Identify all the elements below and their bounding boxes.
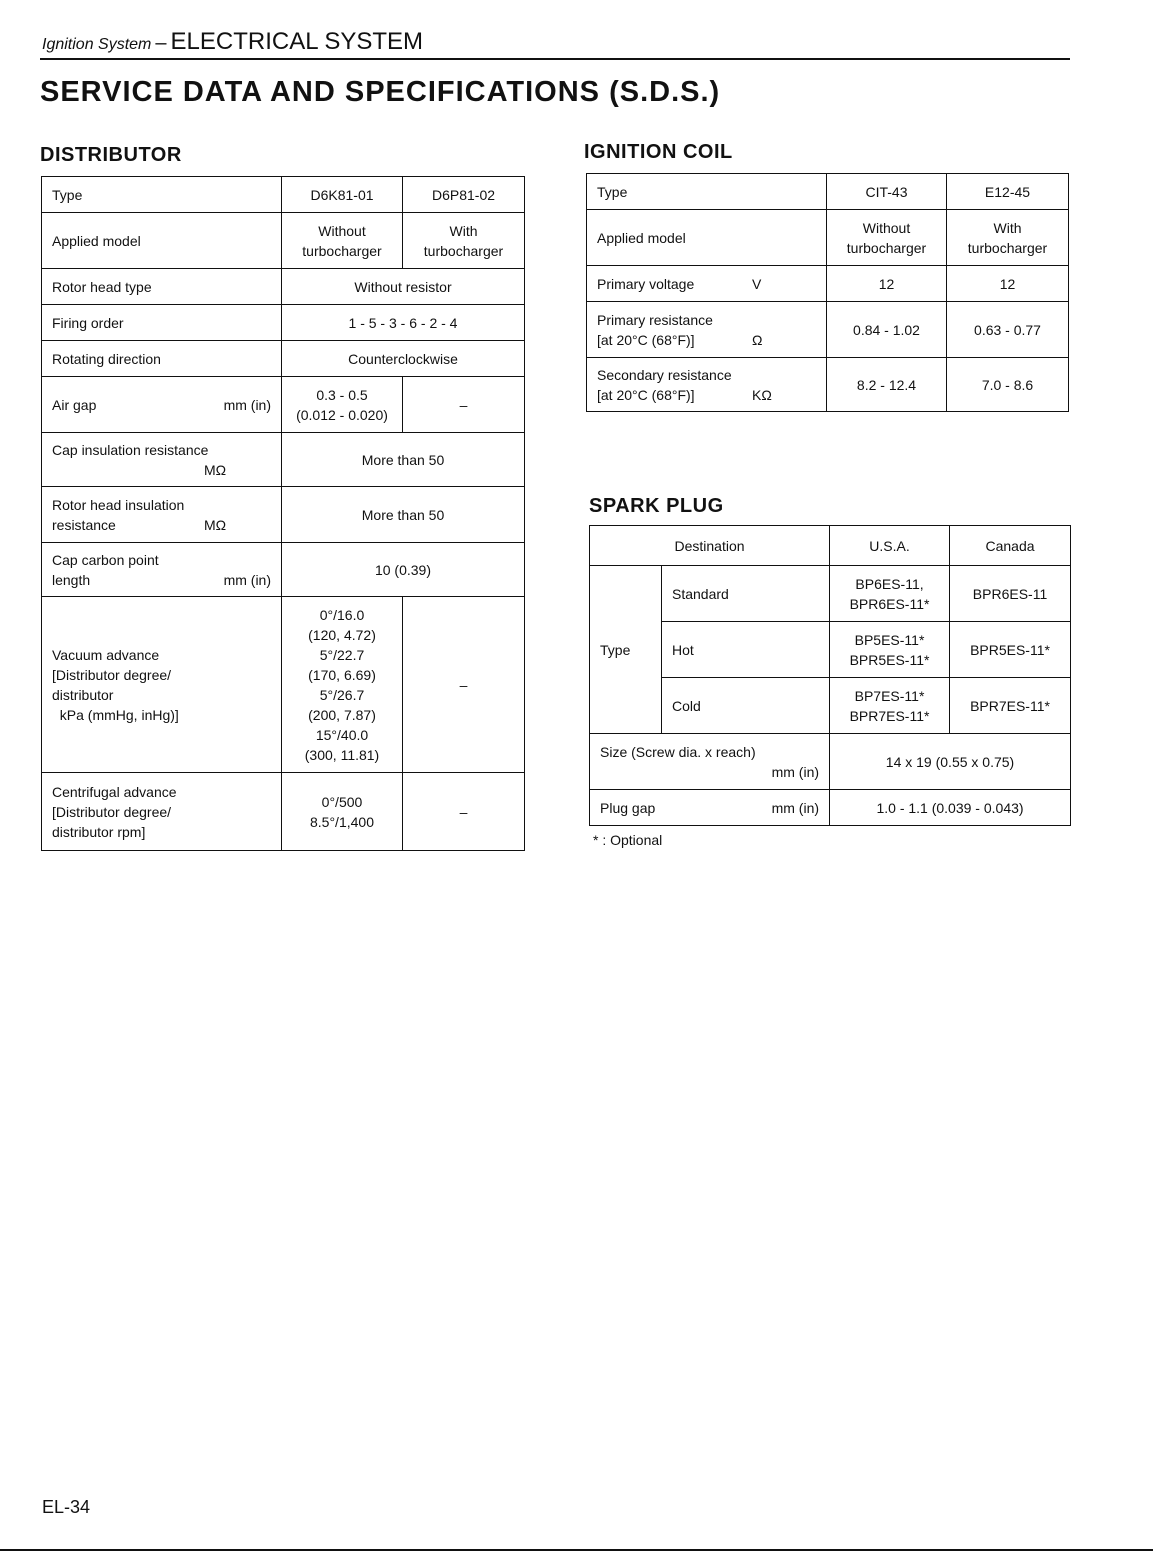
table-row: [42, 543, 525, 597]
cell-value: 0.3 - 0.5 (0.012 - 0.020): [282, 377, 403, 433]
cell-label: [590, 790, 830, 826]
bottom-rule: [0, 1549, 1153, 1551]
cell-label: [42, 433, 282, 487]
page-number: EL-34: [42, 1497, 91, 1517]
cell-label: Type: [42, 177, 282, 213]
cell-value: 0°/16.0 (120, 4.72) 5°/22.7 (170, 6.69) 5°/26.7 (200, 7.87) 15°/40.0 (300, 11.81): [282, 597, 403, 773]
cell-value: Without turbocharger: [282, 213, 403, 269]
pv-label: Primary voltage: [597, 275, 695, 292]
cell-value: BPR7ES-11*: [950, 678, 1071, 734]
cell-value: E12-45: [947, 174, 1069, 210]
cell-value: –: [403, 597, 525, 773]
table-row: [42, 177, 525, 213]
cell-label: Firing order: [42, 305, 282, 341]
cell-value: D6P81-02: [403, 177, 525, 213]
cell-value: 0.84 - 1.02: [827, 302, 947, 358]
header-section: Ignition System: [42, 36, 152, 53]
cell-value: BP7ES-11* BPR7ES-11*: [830, 678, 950, 734]
table-row: [42, 305, 525, 341]
table-row: [590, 678, 1071, 734]
cell-value: Counterclockwise: [282, 341, 525, 377]
cell-value: With turbocharger: [403, 213, 525, 269]
cell-value: BPR6ES-11: [950, 566, 1071, 622]
cell-value: BP5ES-11* BPR5ES-11*: [830, 622, 950, 678]
sr-unit: KΩ: [752, 386, 772, 403]
gap-label: Plug gap: [600, 799, 656, 816]
cell-value: U.S.A.: [830, 526, 950, 566]
airgap-unit: mm (in): [223, 396, 271, 413]
cell-value: More than 50: [282, 433, 525, 487]
cell-value: Without turbocharger: [827, 210, 947, 266]
cell-label: Centrifugal advance [Distributor degree/ distributor rpm]: [42, 773, 282, 851]
cell-label: [587, 266, 827, 302]
cell-value: 1 - 5 - 3 - 6 - 2 - 4: [282, 305, 525, 341]
cell-label: [42, 487, 282, 543]
table-row: [590, 526, 1071, 566]
table-row: [587, 210, 1069, 266]
cell-value: Without resistor: [282, 269, 525, 305]
table-row: [590, 566, 1071, 622]
cap-ins-unit: MΩ: [204, 461, 227, 478]
cell-value: More than 50: [282, 487, 525, 543]
cell-label: Type: [590, 566, 662, 734]
cell-label: Standard: [662, 566, 830, 622]
cap-ins-label: Cap insulation resistance: [52, 441, 209, 458]
header-dash: –: [155, 32, 167, 54]
cell-value: 0°/500 8.5°/1,400: [282, 773, 403, 851]
table-row: [590, 790, 1071, 826]
cell-value: 14 x 19 (0.55 x 0.75): [830, 734, 1071, 790]
size-unit: mm (in): [771, 763, 820, 780]
cell-label: Destination: [590, 526, 830, 566]
table-row: [590, 622, 1071, 678]
cell-label: Hot: [662, 622, 830, 678]
cell-value: –: [403, 773, 525, 851]
cell-value: BPR5ES-11*: [950, 622, 1071, 678]
cell-value: 7.0 - 8.6: [947, 358, 1069, 412]
cell-label: [590, 734, 830, 790]
table-row: [42, 487, 525, 543]
optional-note: * : Optional: [593, 832, 663, 848]
cell-label: Cold: [662, 678, 830, 734]
cell-value: 10 (0.39): [282, 543, 525, 597]
header-rule: [40, 58, 1070, 60]
page-title: SERVICE DATA AND SPECIFICATIONS (S.D.S.): [40, 76, 721, 108]
table-row: [42, 773, 525, 851]
distributor-heading: DISTRIBUTOR: [40, 144, 182, 166]
pv-unit: V: [752, 275, 762, 292]
cell-label: Type: [587, 174, 827, 210]
cell-label: Rotor head type: [42, 269, 282, 305]
cell-value: 12: [947, 266, 1069, 302]
gap-unit: mm (in): [771, 799, 820, 816]
table-row: [587, 302, 1069, 358]
cell-value: CIT-43: [827, 174, 947, 210]
size-label: Size (Screw dia. x reach): [600, 743, 756, 760]
cell-value: BP6ES-11, BPR6ES-11*: [830, 566, 950, 622]
cell-value: Canada: [950, 526, 1071, 566]
rotor-ins-unit: MΩ: [204, 516, 227, 533]
cell-value: With turbocharger: [947, 210, 1069, 266]
distributor-table: [41, 176, 525, 851]
table-row: [590, 734, 1071, 790]
rotor-ins-label: Rotor head insulation resistance: [52, 496, 185, 533]
table-row: [587, 266, 1069, 302]
table-row: [587, 174, 1069, 210]
header-chapter: ELECTRICAL SYSTEM: [170, 28, 424, 55]
cell-value: –: [403, 377, 525, 433]
cell-label: [587, 302, 827, 358]
cell-label: [587, 358, 827, 412]
ignition-coil-table: [586, 173, 1069, 412]
table-row: [42, 269, 525, 305]
table-row: [42, 433, 525, 487]
table-row: [42, 341, 525, 377]
cell-label: [42, 543, 282, 597]
cell-value: 12: [827, 266, 947, 302]
cell-label: [42, 377, 282, 433]
cell-value: 8.2 - 12.4: [827, 358, 947, 412]
cell-label: Rotating direction: [42, 341, 282, 377]
table-row: [587, 358, 1069, 412]
sr-label: Secondary resistance [at 20°C (68°F)]: [597, 366, 732, 403]
pr-label: Primary resistance [at 20°C (68°F)]: [597, 311, 713, 348]
carbon-unit: mm (in): [223, 571, 271, 588]
spark-plug-heading: SPARK PLUG: [589, 495, 724, 517]
cell-value: D6K81-01: [282, 177, 403, 213]
pr-unit: Ω: [752, 331, 763, 348]
table-row: [42, 213, 525, 269]
cell-label: Applied model: [42, 213, 282, 269]
cell-label: Vacuum advance [Distributor degree/ distributor kPa (mmHg, inHg)]: [42, 597, 282, 773]
cell-value: 0.63 - 0.77: [947, 302, 1069, 358]
airgap-label: Air gap: [52, 396, 97, 413]
ignition-coil-heading: IGNITION COIL: [584, 141, 733, 163]
table-row: [42, 377, 525, 433]
cell-value: 1.0 - 1.1 (0.039 - 0.043): [830, 790, 1071, 826]
carbon-label: Cap carbon point length: [52, 551, 159, 588]
cell-label: Applied model: [587, 210, 827, 266]
page-header: [42, 28, 423, 56]
table-row: [42, 597, 525, 773]
spark-plug-table: [589, 525, 1071, 826]
